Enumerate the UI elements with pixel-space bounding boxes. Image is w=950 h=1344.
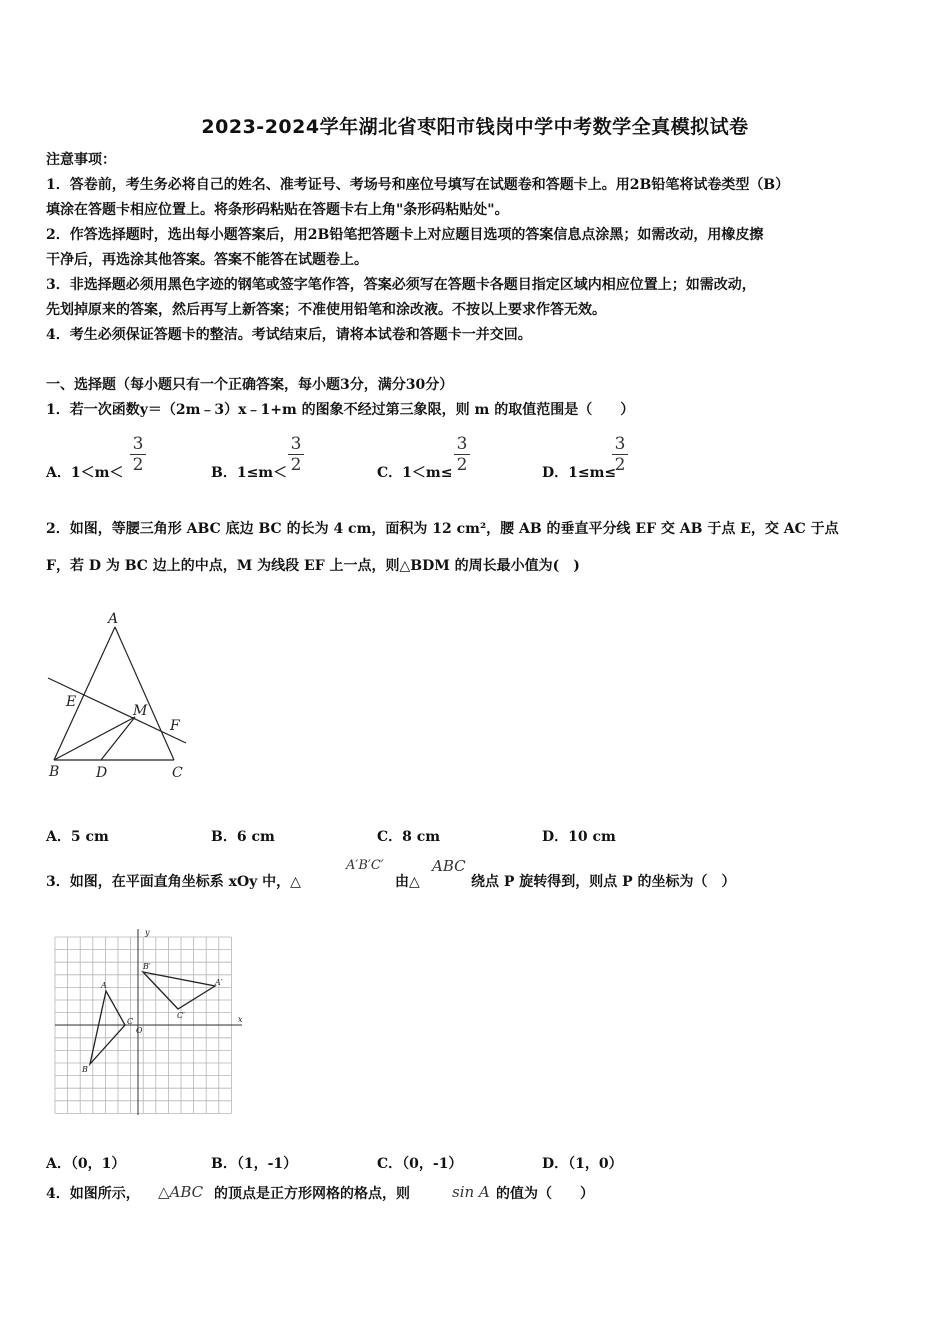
notice-line: 先划掉原来的答案，然后再写上新答案；不准使用铅笔和涂改液。不按以上要求作答无效。: [46, 302, 606, 318]
q1-option-a: A．1＜m＜: [46, 465, 124, 481]
fraction-denominator: 2: [456, 455, 468, 475]
notice-line: 干净后，再选涂其他答案。答案不能答在试题卷上。: [46, 252, 368, 268]
label-a-prime: A′: [215, 978, 223, 987]
q3-option-b: B．（1，-1）: [211, 1156, 298, 1172]
notice-line: 3．非选择题必须用黑色字迹的钢笔或签字笔作答，答案必须写在答题卡各题目指定区域内相应位置上；如需改动，: [46, 277, 756, 293]
q2-option-c: C．8 cm: [377, 829, 441, 845]
q2-stem-line2: F，若 D 为 BC 边上的中点，M 为线段 EF 上一点，则△BDM 的周长最小值为( ): [46, 558, 580, 574]
label-b: B: [82, 1065, 88, 1074]
notice-heading: 注意事项：: [46, 152, 116, 168]
label-c: C: [172, 765, 183, 781]
page-title: 2023-2024学年湖北省枣阳市钱岗中学中考数学全真模拟试卷: [201, 116, 749, 138]
label-c: C: [127, 1017, 134, 1026]
fraction-denominator: 2: [290, 455, 302, 475]
label-b: B: [49, 764, 60, 780]
q1-option-a-fraction: [130, 435, 146, 474]
q1-stem: 1．若一次函数y＝（2m﹣3）x﹣1+m 的图象不经过第三象限，则 m 的取值范围是（ ）: [46, 402, 635, 418]
label-x-axis: x: [238, 1015, 243, 1024]
q3-option-a: A．（0，1）: [46, 1156, 126, 1172]
q4-math-sin: sin A: [452, 1183, 490, 1201]
section-heading: 一、选择题（每小题只有一个正确答案，每小题3分，满分30分）: [46, 377, 454, 393]
q4-stem-part1: 4．如图所示，: [46, 1186, 140, 1202]
q3-math-abc: ABC: [432, 857, 466, 875]
q1-option-b: B．1≤m＜: [211, 465, 288, 481]
q2-option-b: B．6 cm: [211, 829, 275, 845]
label-f: F: [170, 718, 180, 734]
q1-option-c-fraction: [454, 435, 470, 474]
q3-grid-figure: [45, 925, 250, 1120]
label-d: D: [96, 765, 108, 781]
q1-option-d: D．1≤m≤: [542, 465, 617, 481]
fraction-numerator: 3: [614, 434, 626, 454]
q2-stem-line1: 2．如图，等腰三角形 ABC 底边 BC 的长为 4 cm，面积为 12 cm²，腰 AB 的垂直平分线 EF 交 AB 于点 E，交 AC 于点: [46, 521, 839, 537]
q2-triangle-figure: [40, 605, 200, 790]
notice-line: 2．作答选择题时，选出每小题答案后，用2B铅笔把答题卡上对应题目选项的答案信息点涂黑；如需改动，用橡皮擦: [46, 227, 764, 243]
q4-stem-part2: 的顶点是正方形网格的格点，则: [214, 1186, 410, 1202]
notice-line: 1．答卷前，考生务必将自己的姓名、准考证号、考场号和座位号填写在试题卷和答题卡上。用2B铅笔将试卷类型（B）: [46, 177, 790, 193]
q3-stem-part2: 由△: [395, 874, 420, 890]
q1-option-c: C．1＜m≤: [377, 465, 453, 481]
label-m: M: [133, 703, 148, 719]
q3-stem-part3: 绕点 P 旋转得到，则点 P 的坐标为（ ）: [471, 874, 736, 890]
q4-stem-part3: 的值为（ ）: [496, 1186, 594, 1202]
q1-option-b-fraction: [288, 435, 304, 474]
label-b-prime: B′: [143, 962, 151, 971]
fraction-numerator: 3: [132, 434, 144, 454]
fraction-numerator: 3: [290, 434, 302, 454]
label-c-prime: C′: [177, 1011, 185, 1020]
label-a: A: [108, 611, 119, 627]
label-origin: O: [136, 1026, 143, 1035]
label-a: A: [101, 981, 107, 990]
q4-math-triangle: △ABC: [158, 1183, 204, 1201]
q3-option-c: C．（0，-1）: [377, 1156, 463, 1172]
q2-option-d: D．10 cm: [542, 829, 616, 845]
notice-line: 4．考生必须保证答题卡的整洁。考试结束后，请将本试卷和答题卡一并交回。: [46, 327, 532, 343]
q3-option-d: D．（1，0）: [542, 1156, 623, 1172]
fraction-denominator: 2: [614, 455, 626, 475]
q3-math-aprime: A′B′C′: [346, 858, 384, 873]
q1-option-d-fraction: [612, 435, 628, 474]
label-e: E: [66, 694, 77, 710]
q2-option-a: A．5 cm: [46, 829, 109, 845]
fraction-numerator: 3: [456, 434, 468, 454]
fraction-denominator: 2: [132, 455, 144, 475]
q3-stem-part1: 3．如图，在平面直角坐标系 xOy 中，△: [46, 874, 301, 890]
notice-line: 填涂在答题卡相应位置上。将条形码粘贴在答题卡右上角"条形码粘贴处"。: [46, 202, 509, 218]
label-y-axis: y: [145, 928, 150, 937]
